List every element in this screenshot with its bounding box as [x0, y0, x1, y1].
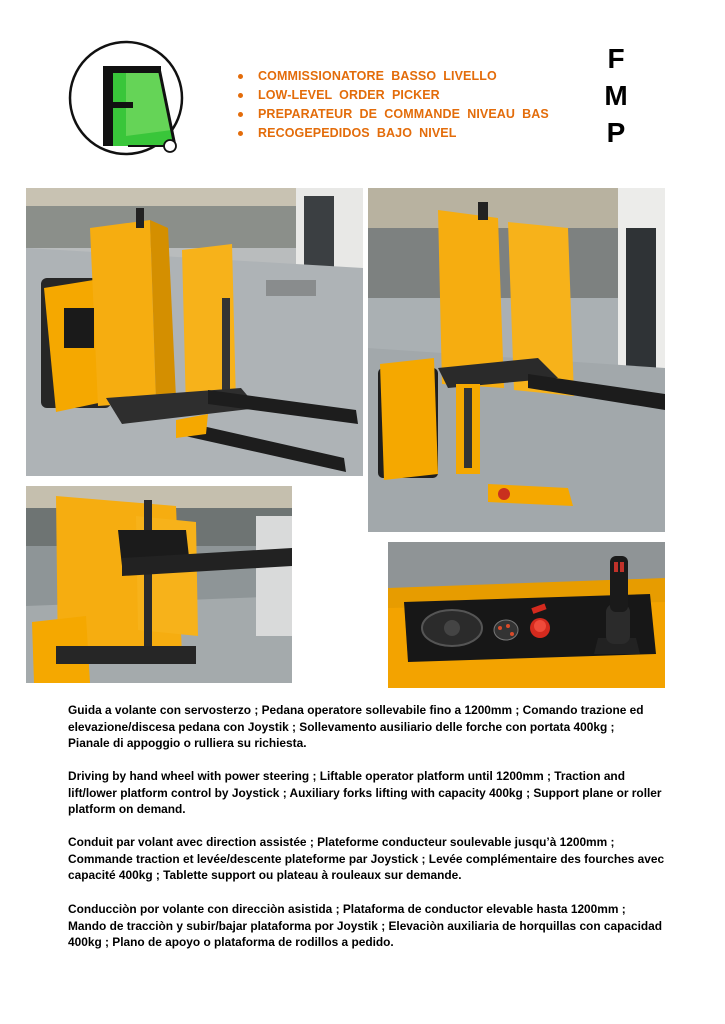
title-french: PREPARATEUR DE COMMANDE NIVEAU BAS: [236, 105, 549, 124]
brand-letter: F: [607, 43, 625, 74]
photo-platform-closeup: [26, 486, 292, 683]
text-line: capacité 400kg ; Tablette support ou plateau à rouleaux sur demande.: [68, 868, 462, 883]
description-english: [68, 768, 668, 818]
brand-letters: [596, 40, 636, 151]
text-line: Commande traction et levée/descente plateforme par Joystick ; Levée complémentaire des fourches avec: [68, 851, 665, 866]
brand-letter: M: [604, 80, 628, 111]
description-italian: [68, 702, 668, 752]
text-line: Guida a volante con servosterzo ; Pedana operatore sollevabile fino a 1200mm ; Comando trazione ed: [68, 703, 644, 717]
text-line: Pianale di appoggio o rulliera su richiesta.: [68, 736, 307, 751]
text-line: Conduit par volant avec direction assistée ; Plateforme conducteur soulevable jusqu’à 1200mm ;: [68, 835, 615, 849]
bullet-icon: [238, 74, 243, 79]
company-logo: [68, 40, 184, 164]
description-spanish: [68, 901, 668, 951]
title-spanish: RECOGEPEDIDOS BAJO NIVEL: [236, 124, 549, 143]
bullet-icon: [238, 112, 243, 117]
bullet-icon: [238, 131, 243, 136]
title-italian: COMMISSIONATORE BASSO LIVELLO: [236, 67, 549, 86]
photo-order-picker-side: [26, 188, 363, 476]
text-line: Mando de tracciòn y subir/bajar plataforma por Joystik ; Elevaciòn auxiliaria de horquillas con capacidad: [68, 918, 663, 933]
photo-order-picker-raised: [368, 188, 665, 532]
text-line: Conducciòn por volante con direcciòn asistida ; Plataforma de conductor elevable hasta 1200mm ;: [68, 902, 626, 916]
text-line: platform on demand.: [68, 802, 186, 817]
title-english: LOW-LEVEL ORDER PICKER: [236, 86, 549, 105]
description-french: [68, 834, 668, 884]
text-line: Driving by hand wheel with power steering ; Liftable operator platform until 1200mm ; Traction and: [68, 769, 625, 783]
bullet-icon: [238, 93, 243, 98]
text-line: elevazione/discesa pedana con Joystik ; Sollevamento ausiliario delle forche con portata 400kg ;: [68, 719, 615, 734]
brand-letter: P: [606, 117, 626, 148]
product-titles: [236, 67, 549, 143]
text-line: lift/lower platform control by Joystick ; Auxiliary forks lifting with capacity 400kg ; Support plane or roller: [68, 785, 662, 800]
text-line: 400kg ; Plano de apoyo o plataforma de rodillos a pedido.: [68, 935, 394, 950]
photo-control-panel: [388, 542, 665, 688]
